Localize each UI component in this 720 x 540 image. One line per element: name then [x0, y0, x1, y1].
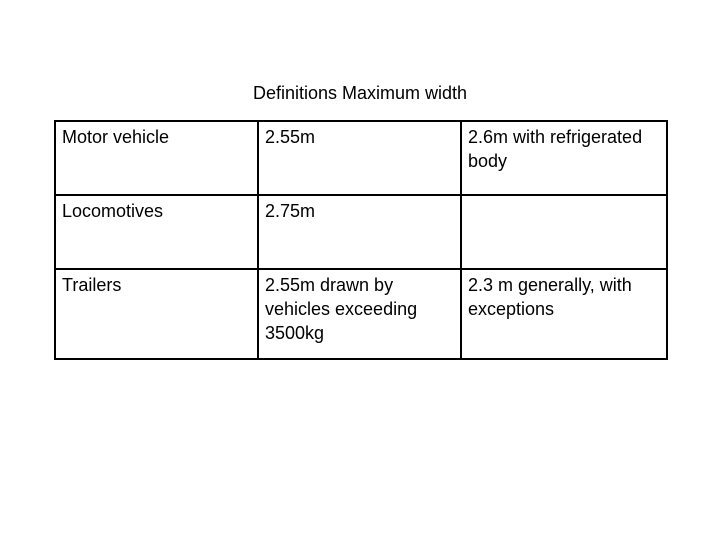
table-row: [55, 195, 667, 269]
slide-title: Definitions Maximum width: [252, 83, 468, 103]
max-width-cell: 2.75m: [258, 195, 461, 269]
table-row: [55, 121, 667, 195]
max-width-cell: 2.55m drawn by vehicles exceeding 3500kg: [258, 269, 461, 359]
note-cell: 2.3 m generally, with exceptions: [461, 269, 667, 359]
note-cell: [461, 195, 667, 269]
vehicle-type-cell: Locomotives: [55, 195, 258, 269]
table-row: [55, 269, 667, 359]
vehicle-type-cell: Motor vehicle: [55, 121, 258, 195]
vehicle-type-cell: Trailers: [55, 269, 258, 359]
max-width-cell: 2.55m: [258, 121, 461, 195]
note-cell: 2.6m with refrigerated body: [461, 121, 667, 195]
definitions-table: [54, 120, 668, 360]
